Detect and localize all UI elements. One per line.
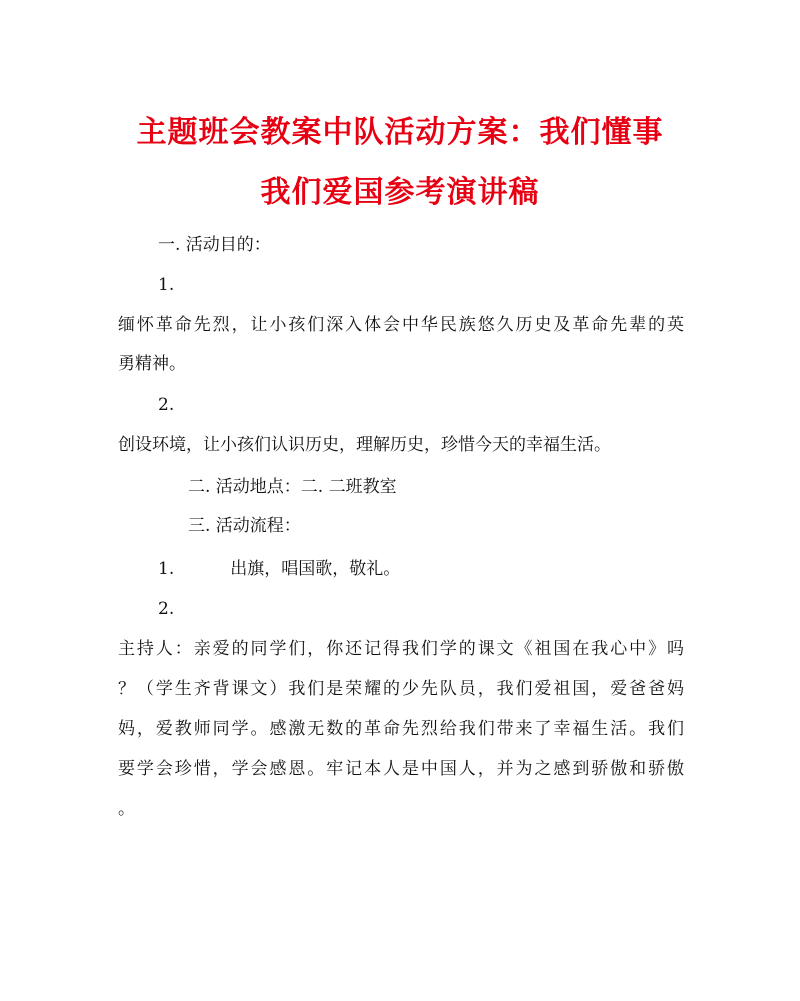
purpose-item-2-text: 创设环境，让小孩们认识历史，理解历史，珍惜今天的幸福生活。 xyxy=(118,435,611,455)
process-item-2-text-line-2: ？（学生齐背课文）我们是荣耀的少先队员，我们爱祖国，爱爸爸妈 xyxy=(118,679,684,699)
process-item-1-text: 出旗，唱国歌，敬礼。 xyxy=(230,559,401,579)
process-item-2-number: 2. xyxy=(158,599,175,619)
purpose-item-1-text-line-1: 缅怀革命先烈，让小孩们深入体会中华民族悠久历史及革命先辈的英 xyxy=(118,315,684,335)
process-item-2-text-line-4: 要学会珍惜，学会感恩。牢记本人是中国人，并为之感到骄傲和骄傲 xyxy=(118,759,684,779)
process-item-1-number: 1. xyxy=(158,559,175,579)
purpose-item-1-text-line-2: 勇精神。 xyxy=(118,354,186,374)
document-title-line-2: 我们爱国参考演讲稿 xyxy=(260,175,540,210)
purpose-item-1-number: 1. xyxy=(158,275,175,295)
document-title-line-1: 主题班会教案中队活动方案：我们懂事 xyxy=(136,115,664,150)
process-item-2-text-line-5: 。 xyxy=(118,799,135,819)
process-item-1 xyxy=(158,557,400,581)
section-heading-process: 三. 活动流程： xyxy=(188,516,301,536)
section-heading-location: 二. 活动地点：二. 二班教室 xyxy=(188,477,397,497)
section-heading-purpose: 一. 活动目的： xyxy=(158,235,271,255)
process-item-2-text-line-3: 妈，爱教师同学。感激无数的革命先烈给我们带来了幸福生活。我们 xyxy=(118,719,684,739)
process-item-2-text-line-1: 主持人：亲爱的同学们，你还记得我们学的课文《祖国在我心中》吗 xyxy=(118,639,684,659)
purpose-item-2-number: 2. xyxy=(158,395,175,415)
